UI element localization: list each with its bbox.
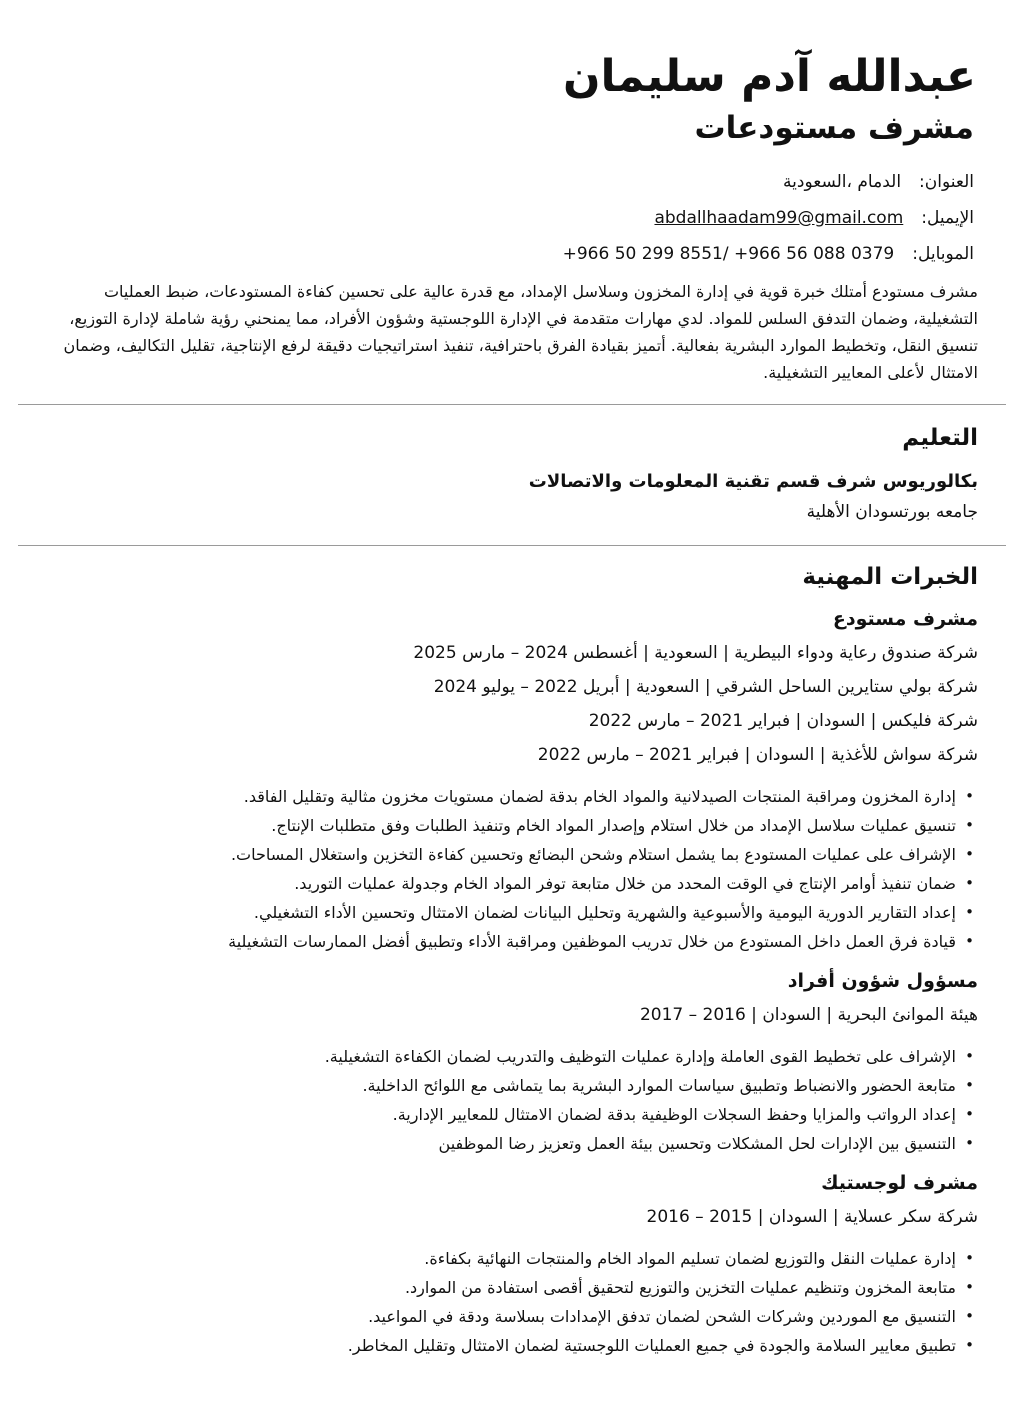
responsibility-item: • قيادة فرق العمل داخل المستودع من خلال تدريب الموظفين ومراقبة الأداء وتطبيق أفضل الممارسات التشغيلية bbox=[46, 927, 978, 956]
job-employer-line: شركة صندوق رعاية ودواء البيطرية | السعودية | أغسطس 2024 – مارس 2025 bbox=[413, 643, 978, 663]
responsibility-item: • التنسيق بين الإدارات لحل المشكلات وتحسين بيئة العمل وتعزيز رضا الموظفين bbox=[46, 1129, 978, 1158]
job-title: مسؤول شؤون أفراد bbox=[787, 970, 978, 992]
education-school: جامعه بورتسودان الأهلية bbox=[806, 502, 978, 522]
job-personnel-officer bbox=[46, 964, 978, 1158]
job-responsibilities bbox=[46, 782, 978, 956]
responsibility-item: • الإشراف على عمليات المستودع بما يشمل استلام وشحن البضائع وتحسين كفاءة التخزين واستغلال المساحات. bbox=[46, 840, 978, 869]
job-responsibilities bbox=[46, 1042, 978, 1158]
experience-section bbox=[46, 546, 978, 1360]
responsibility-item: • متابعة المخزون وتنظيم عمليات التخزين والتوزيع لتحقيق أقصى استفادة من الموارد. bbox=[46, 1273, 978, 1302]
responsibility-item: • الإشراف على تخطيط القوى العاملة وإدارة عمليات التوظيف والتدريب لضمان الكفاءة التشغيلية. bbox=[46, 1042, 978, 1071]
mobile-label: الموبايل: bbox=[912, 244, 974, 264]
job-title: مشرف لوجستيك bbox=[821, 1172, 978, 1194]
responsibility-item: • تنسيق عمليات سلاسل الإمداد من خلال استلام وإصدار المواد الخام وتنفيذ الطلبات وفق متطلبات الإنتاج. bbox=[46, 811, 978, 840]
education-section bbox=[46, 405, 978, 545]
job-employer-line: شركة بولي ستايرين الساحل الشرقي | السعودية | أبريل 2022 – يوليو 2024 bbox=[433, 677, 978, 697]
address-value: الدمام ،السعودية bbox=[783, 172, 902, 192]
job-responsibilities bbox=[46, 1244, 978, 1360]
contact-mobile-row bbox=[46, 236, 974, 272]
responsibility-item: • إعداد التقارير الدورية اليومية والأسبوعية والشهرية وتحليل البيانات لضمان الامتثال وتحسين الأداء التشغيلي. bbox=[46, 898, 978, 927]
responsibility-item: • إعداد الرواتب والمزايا وحفظ السجلات الوظيفية بدقة لضمان الامتثال للمعايير الإدارية. bbox=[46, 1100, 978, 1129]
resume-header bbox=[46, 48, 978, 150]
contact-address-row bbox=[46, 164, 974, 200]
job-employer-line: شركة سواش للأغذية | السودان | فبراير 2021 – مارس 2022 bbox=[537, 745, 978, 765]
job-employer-line: هيئة الموانئ البحرية | السودان | 2016 – 2017 bbox=[639, 1005, 978, 1025]
responsibility-item: • إدارة عمليات النقل والتوزيع لضمان تسليم المواد الخام والمنتجات النهائية بكفاءة. bbox=[46, 1244, 978, 1273]
email-link[interactable]: abdallhaadam99@gmail.com bbox=[654, 208, 904, 228]
contact-email-row bbox=[46, 200, 974, 236]
education-title: التعليم bbox=[902, 425, 978, 451]
email-label: الإيميل: bbox=[921, 208, 974, 228]
responsibility-item: • التنسيق مع الموردين وشركات الشحن لضمان تدفق الإمدادات بسلاسة ودقة في المواعيد. bbox=[46, 1302, 978, 1331]
mobile-value: +966 50 299 8551/ +966 56 088 0379 bbox=[562, 244, 895, 264]
contact-info bbox=[46, 164, 978, 272]
job-warehouse-supervisor bbox=[46, 602, 978, 956]
candidate-name: عبدالله آدم سليمان bbox=[563, 51, 976, 102]
responsibility-item: • ضمان تنفيذ أوامر الإنتاج في الوقت المحدد من خلال متابعة توفر المواد الخام وجدولة عمليات التوريد. bbox=[46, 869, 978, 898]
job-employer-line: شركة فليكس | السودان | فبراير 2021 – مارس 2022 bbox=[588, 711, 978, 731]
responsibility-item: • متابعة الحضور والانضباط وتطبيق سياسات الموارد البشرية بما يتماشى مع اللوائح الداخلية. bbox=[46, 1071, 978, 1100]
job-logistics-supervisor bbox=[46, 1166, 978, 1360]
professional-summary: مشرف مستودع أمتلك خبرة قوية في إدارة المخزون وسلاسل الإمداد، مع قدرة عالية على تحسين كفاءة المستودعات، ضبط العمليات التشغيلية، وضمان التدفق السلس للمواد. لدي مهارات متقدمة في الإدارة اللوجستية وشؤون الأفراد، مما يمنحني رؤية شاملة لإدارة التوزيع، تنسيق النقل، وتخطيط الموارد البشرية بفعالية. أتميز بقيادة الفرق باحترافية، تنفيذ استراتيجيات دقيقة لرفع الإنتاجية، تقليل التكاليف، وضمان الامتثال لأعلى المعايير التشغيلية. bbox=[63, 282, 978, 382]
experience-title: الخبرات المهنية bbox=[802, 564, 978, 590]
job-title: مشرف مستودع bbox=[832, 608, 978, 630]
responsibility-item: • تطبيق معايير السلامة والجودة في جميع العمليات اللوجستية لضمان الامتثال وتقليل المخاطر. bbox=[46, 1331, 978, 1360]
job-employer-line: شركة سكر عسلاية | السودان | 2015 – 2016 bbox=[646, 1207, 978, 1227]
responsibility-item: • إدارة المخزون ومراقبة المنتجات الصيدلانية والمواد الخام بدقة لضمان مستويات مخزون مثالية وتقليل الفاقد. bbox=[46, 782, 978, 811]
address-label: العنوان: bbox=[919, 172, 974, 192]
candidate-role: مشرف مستودعات bbox=[694, 110, 974, 146]
education-degree: بكالوريوس شرف قسم تقنية المعلومات والاتصالات bbox=[528, 471, 978, 492]
